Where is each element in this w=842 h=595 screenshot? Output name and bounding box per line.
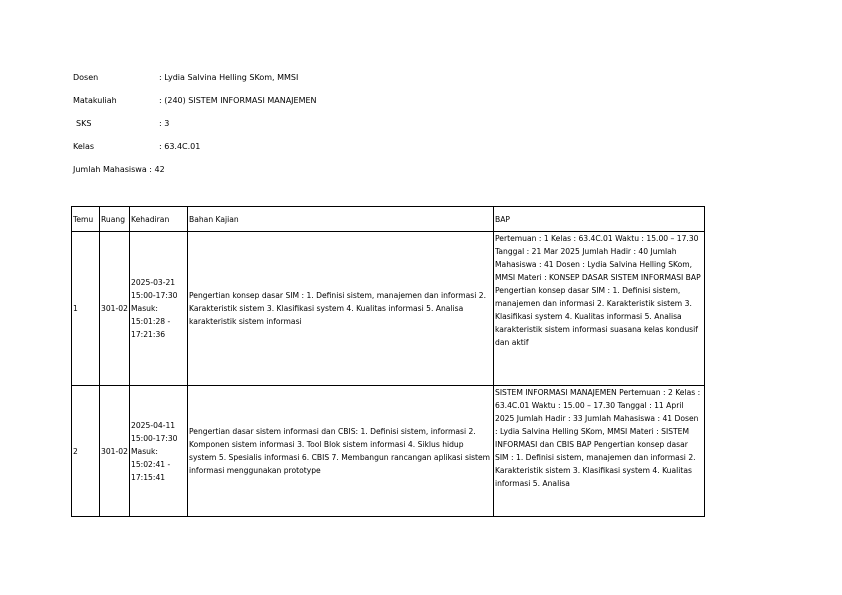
- kehadiran-masuk-label: Masuk:: [131, 446, 158, 456]
- kelas-value: : 63.4C.01: [159, 142, 201, 151]
- bap-cell: SISTEM INFORMASI MANAJEMEN Pertemuan : 2 Kelas : 63.4C.01 Waktu : 15.00 – 17.30 Tanggal : 11 April 2025 Jumlah Hadir : 33 Jumlah Mahasiswa : 41 Dosen : Lydia Salvina Helling SKom, MMSI Materi : SISTEM INFORMASI dan CBIS BAP Pengertian konsep dasar SIM : 1. Definisi sistem, manajemen dan informasi 2. Karakteristik sistem 3. Klasifikasi system 4. Kualitas informasi 5. Analisa: [494, 386, 705, 517]
- dosen-value: : Lydia Salvina Helling SKom, MMSI: [159, 73, 299, 82]
- table-row: [72, 386, 705, 517]
- kelas-label: Kelas: [73, 142, 95, 151]
- temu-cell: 2: [72, 386, 100, 517]
- kehadiran-keluar-time: 17:21:36: [131, 330, 166, 339]
- sks-value: : 3: [159, 119, 170, 128]
- jumlah-mahasiswa: Jumlah Mahasiswa : 42: [73, 165, 165, 174]
- kehadiran-cell: [130, 386, 188, 517]
- matakuliah-value: : (240) SISTEM INFORMASI MANAJEMEN: [159, 96, 317, 105]
- bap-cell: Pertemuan : 1 Kelas : 63.4C.01 Waktu : 15.00 – 17.30 Tanggal : 21 Mar 2025 Jumlah Hadir : 40 Jumlah Mahasiswa : 41 Dosen : Lydia Salvina Helling SKom, MMSI Materi : KONSEP DASAR SISTEM INFORMASI BAP Pengertian konsep dasar SIM : 1. Definisi sistem, manajemen dan informasi 2. Karakteristik sistem 3. Klasifikasi system 4. Kualitas informasi 5. Analisa karakteristik sistem informasi suasana kelas kondusif dan aktif: [494, 232, 705, 386]
- kehadiran-keluar-time: 17:15:41: [131, 472, 166, 482]
- sks-row: [73, 119, 169, 129]
- ruang-cell: 301-02: [100, 386, 130, 517]
- dosen-row: [73, 73, 298, 83]
- column-header-temu: Temu: [72, 207, 100, 232]
- matakuliah-row: [73, 96, 317, 106]
- column-header-ruang: Ruang: [100, 207, 130, 232]
- kehadiran-date: 2025-03-21: [131, 278, 176, 287]
- kehadiran-date: 2025-04-11: [131, 420, 176, 430]
- kehadiran-masuk-time: 15:01:28 -: [131, 317, 171, 326]
- column-header-bahan-kajian: Bahan Kajian: [188, 207, 494, 232]
- kelas-row: [73, 142, 200, 152]
- table-header-row: [72, 207, 705, 232]
- column-header-kehadiran: Kehadiran: [130, 207, 188, 232]
- sks-label: SKS: [76, 119, 92, 128]
- kehadiran-masuk-label: Masuk:: [131, 304, 158, 313]
- temu-cell: 1: [72, 232, 100, 386]
- table-row: [72, 232, 705, 386]
- bap-table: [71, 206, 705, 517]
- bahan-kajian-cell: Pengertian konsep dasar SIM : 1. Definisi sistem, manajemen dan informasi 2. Karakteristik sistem 3. Klasifikasi system 4. Kualitas informasi 5. Analisa karakteristik sistem informasi: [188, 232, 494, 386]
- kehadiran-time: 15:00-17:30: [131, 433, 178, 443]
- matakuliah-label: Matakuliah: [73, 96, 117, 105]
- bahan-kajian-cell: Pengertian dasar sistem informasi dan CBIS: 1. Definisi sistem, informasi 2. Komponen sistem informasi 3. Tool Blok sistem informasi 4. Siklus hidup system 5. Spesialis informasi 6. CBIS 7. Membangun rancangan aplikasi sistem informasi menggunakan prototype: [188, 386, 494, 517]
- dosen-label: Dosen: [73, 73, 99, 82]
- ruang-cell: 301-02: [100, 232, 130, 386]
- kehadiran-cell: [130, 232, 188, 386]
- column-header-bap: BAP: [494, 207, 705, 232]
- kehadiran-masuk-time: 15:02:41 -: [131, 459, 171, 469]
- kehadiran-time: 15:00-17:30: [131, 291, 178, 300]
